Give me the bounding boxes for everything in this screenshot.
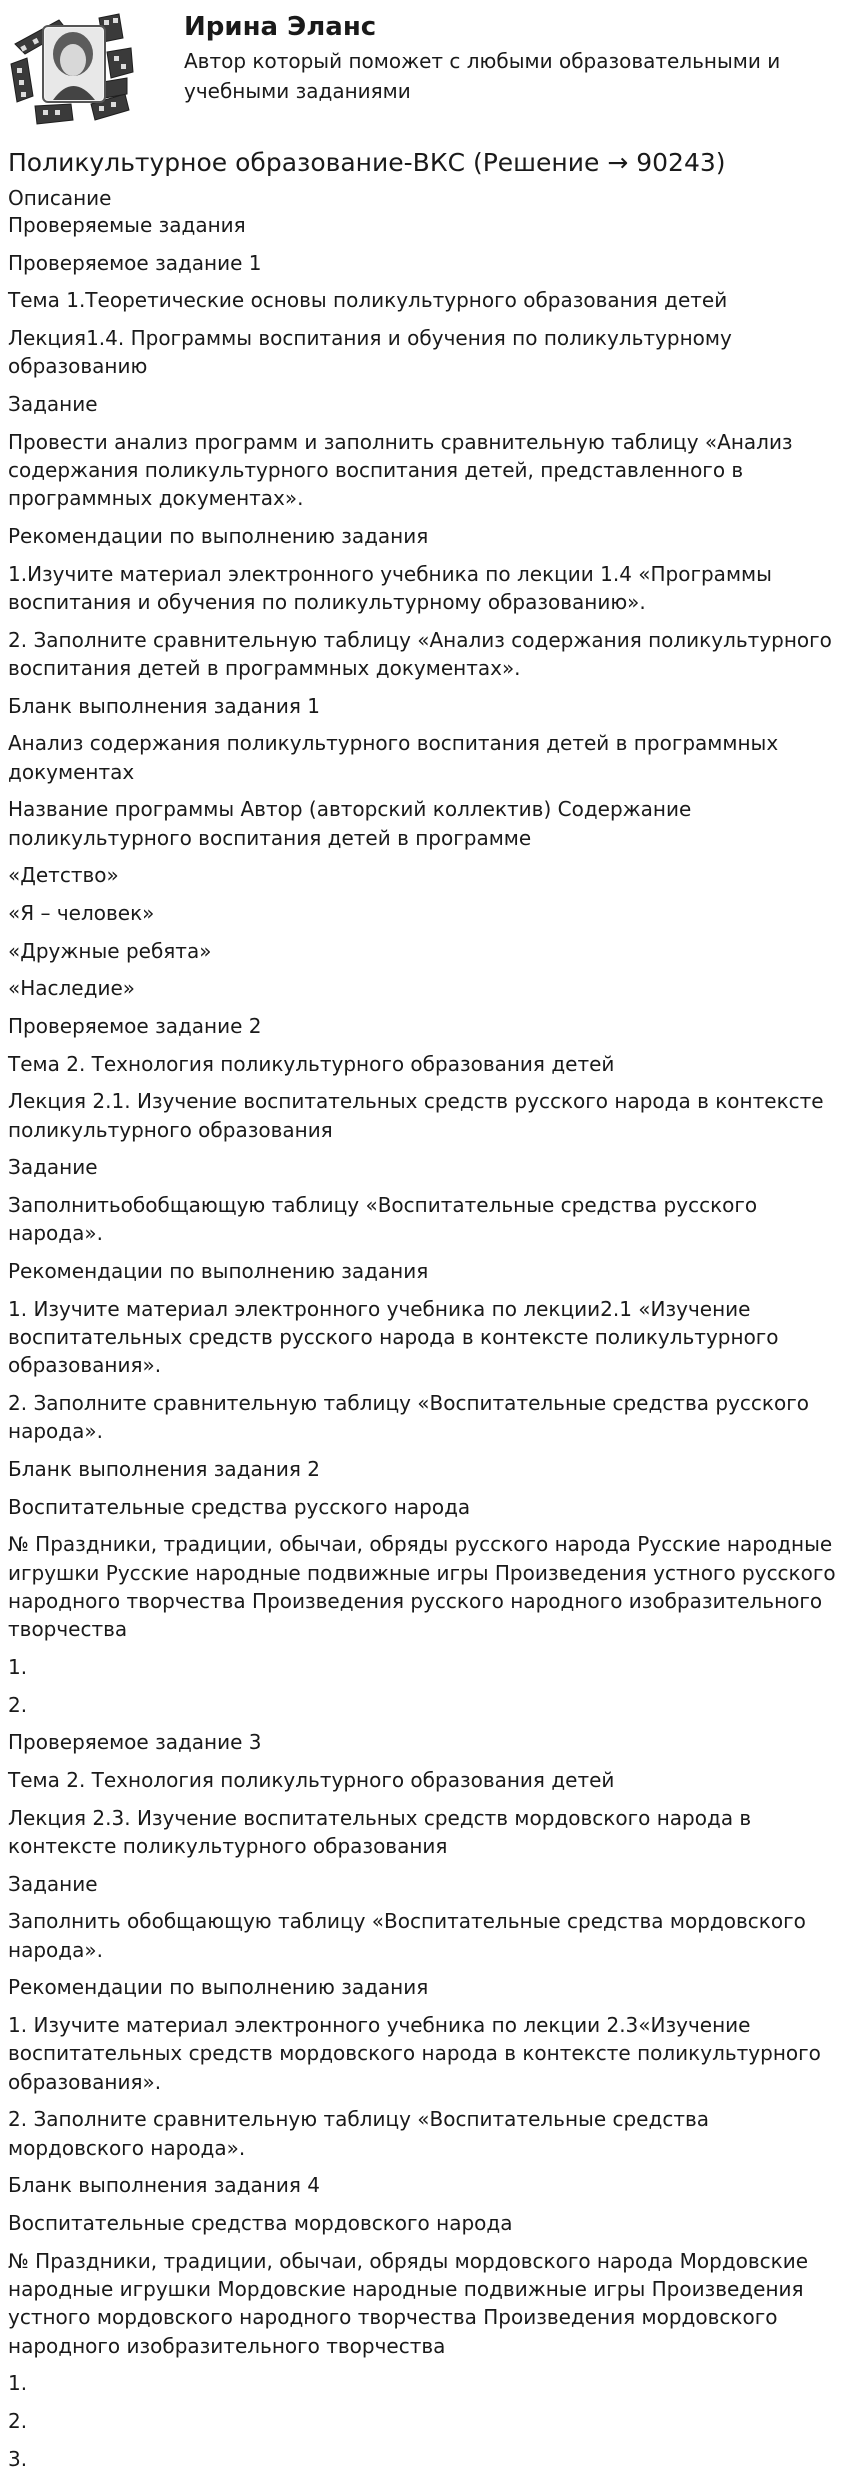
- paragraph: Рекомендации по выполнению задания: [8, 524, 429, 549]
- paragraph: № Праздники, традиции, обычаи, обряды мордовского народа Мордовские народные игрушки Мордовские народные подвижные игры Произведения устного мордовского народного творчества Произведения мордовского народного изобразительного творчества: [8, 2248, 809, 2358]
- paragraph: 3.: [8, 2446, 28, 2471]
- paragraph: 2. Заполните сравнительную таблицу «Воспитательные средства мордовского народа».: [8, 2107, 710, 2160]
- paragraph: 1. Изучите материал электронного учебника по лекции2.1 «Изучение воспитательных средств русского народа в контексте поликультурного образования».: [8, 1296, 779, 1378]
- paragraph: 2. Заполните сравнительную таблицу «Анализ содержания поликультурного воспитания детей в программных документах».: [8, 627, 832, 680]
- document-content: [8, 211, 844, 2482]
- paragraph: «Я – человек»: [8, 901, 155, 926]
- paragraph: 2.: [8, 2409, 28, 2434]
- paragraph: «Наследие»: [8, 976, 135, 1001]
- avatar-film-frame-icon: [7, 8, 137, 128]
- paragraph: Заполнитьобобщающую таблицу «Воспитательные средства русского народа».: [8, 1193, 758, 1246]
- paragraph: Воспитательные средства русского народа: [8, 1494, 471, 1519]
- paragraph: 1.: [8, 2371, 28, 2396]
- paragraph: Тема 2. Технология поликультурного образования детей: [8, 1051, 615, 1076]
- description-label: Описание: [8, 186, 112, 210]
- paragraph: 1. Изучите материал электронного учебника по лекции 2.3«Изучение воспитательных средств мордовского народа в контексте поликультурного образования».: [8, 2013, 821, 2094]
- paragraph: Провести анализ программ и заполнить сравнительную таблицу «Анализ содержания поликультурного воспитания детей, представленного в программных документах».: [8, 429, 793, 511]
- paragraph: Бланк выполнения задания 2: [8, 1457, 320, 1482]
- paragraph: 1.Изучите материал электронного учебника по лекции 1.4 «Программы воспитания и обучения по поликультурному образованию».: [8, 561, 772, 614]
- paragraph: Тема 1.Теоретические основы поликультурного образования детей: [8, 288, 728, 313]
- paragraph: 2. Заполните сравнительную таблицу «Воспитательные средства русского народа».: [8, 1391, 809, 1444]
- author-header: [0, 0, 847, 140]
- author-description: Автор который поможет с любыми образовательными и учебными заданиями: [184, 49, 781, 103]
- paragraph: Воспитательные средства мордовского народа: [8, 2211, 513, 2236]
- paragraph: «Детство»: [8, 863, 119, 888]
- paragraph: Проверяемое задание 2: [8, 1014, 262, 1039]
- paragraph: 2.: [8, 1692, 28, 1717]
- paragraph: Бланк выполнения задания 1: [8, 693, 320, 718]
- paragraph: «Дружные ребята»: [8, 938, 212, 963]
- paragraph: Название программы Автор (авторский коллектив) Содержание поликультурного воспитания детей в программе: [8, 797, 692, 850]
- paragraph: Проверяемое задание 1: [8, 250, 262, 275]
- paragraph: Задание: [8, 392, 98, 417]
- paragraph: № Праздники, традиции, обычаи, обряды русского народа Русские народные игрушки Русские народные подвижные игры Произведения устного русского народного творчества Произведения русского народного изобразительного творчества: [8, 1532, 836, 1642]
- paragraph: Задание: [8, 1155, 98, 1180]
- avatar[interactable]: [7, 8, 137, 128]
- paragraph: Лекция 2.1. Изучение воспитательных средств русского народа в контексте поликультурного образования: [8, 1089, 824, 1142]
- paragraph: Заполнить обобщающую таблицу «Воспитательные средства мордовского народа».: [8, 1909, 806, 1962]
- author-name[interactable]: Ирина Эланс: [184, 12, 377, 42]
- paragraph: Проверяемое задание 3: [8, 1730, 262, 1755]
- paragraph: 1.: [8, 1655, 28, 1680]
- paragraph: Задание: [8, 1871, 98, 1896]
- paragraph: Рекомендации по выполнению задания: [8, 1259, 429, 1284]
- paragraph: Проверяемые задания: [8, 213, 246, 237]
- paragraph: Анализ содержания поликультурного воспитания детей в программных документах: [8, 731, 779, 784]
- paragraph: Бланк выполнения задания 4: [8, 2173, 320, 2198]
- paragraph: Лекция1.4. Программы воспитания и обучения по поликультурному образованию: [8, 326, 732, 379]
- paragraph: Тема 2. Технология поликультурного образования детей: [8, 1768, 615, 1793]
- page-title: Поликультурное образование-ВКС (Решение → 90243): [8, 148, 726, 177]
- paragraph: Рекомендации по выполнению задания: [8, 1975, 429, 2000]
- paragraph: Лекция 2.3. Изучение воспитательных средств мордовского народа в контексте поликультурного образования: [8, 1805, 752, 1859]
